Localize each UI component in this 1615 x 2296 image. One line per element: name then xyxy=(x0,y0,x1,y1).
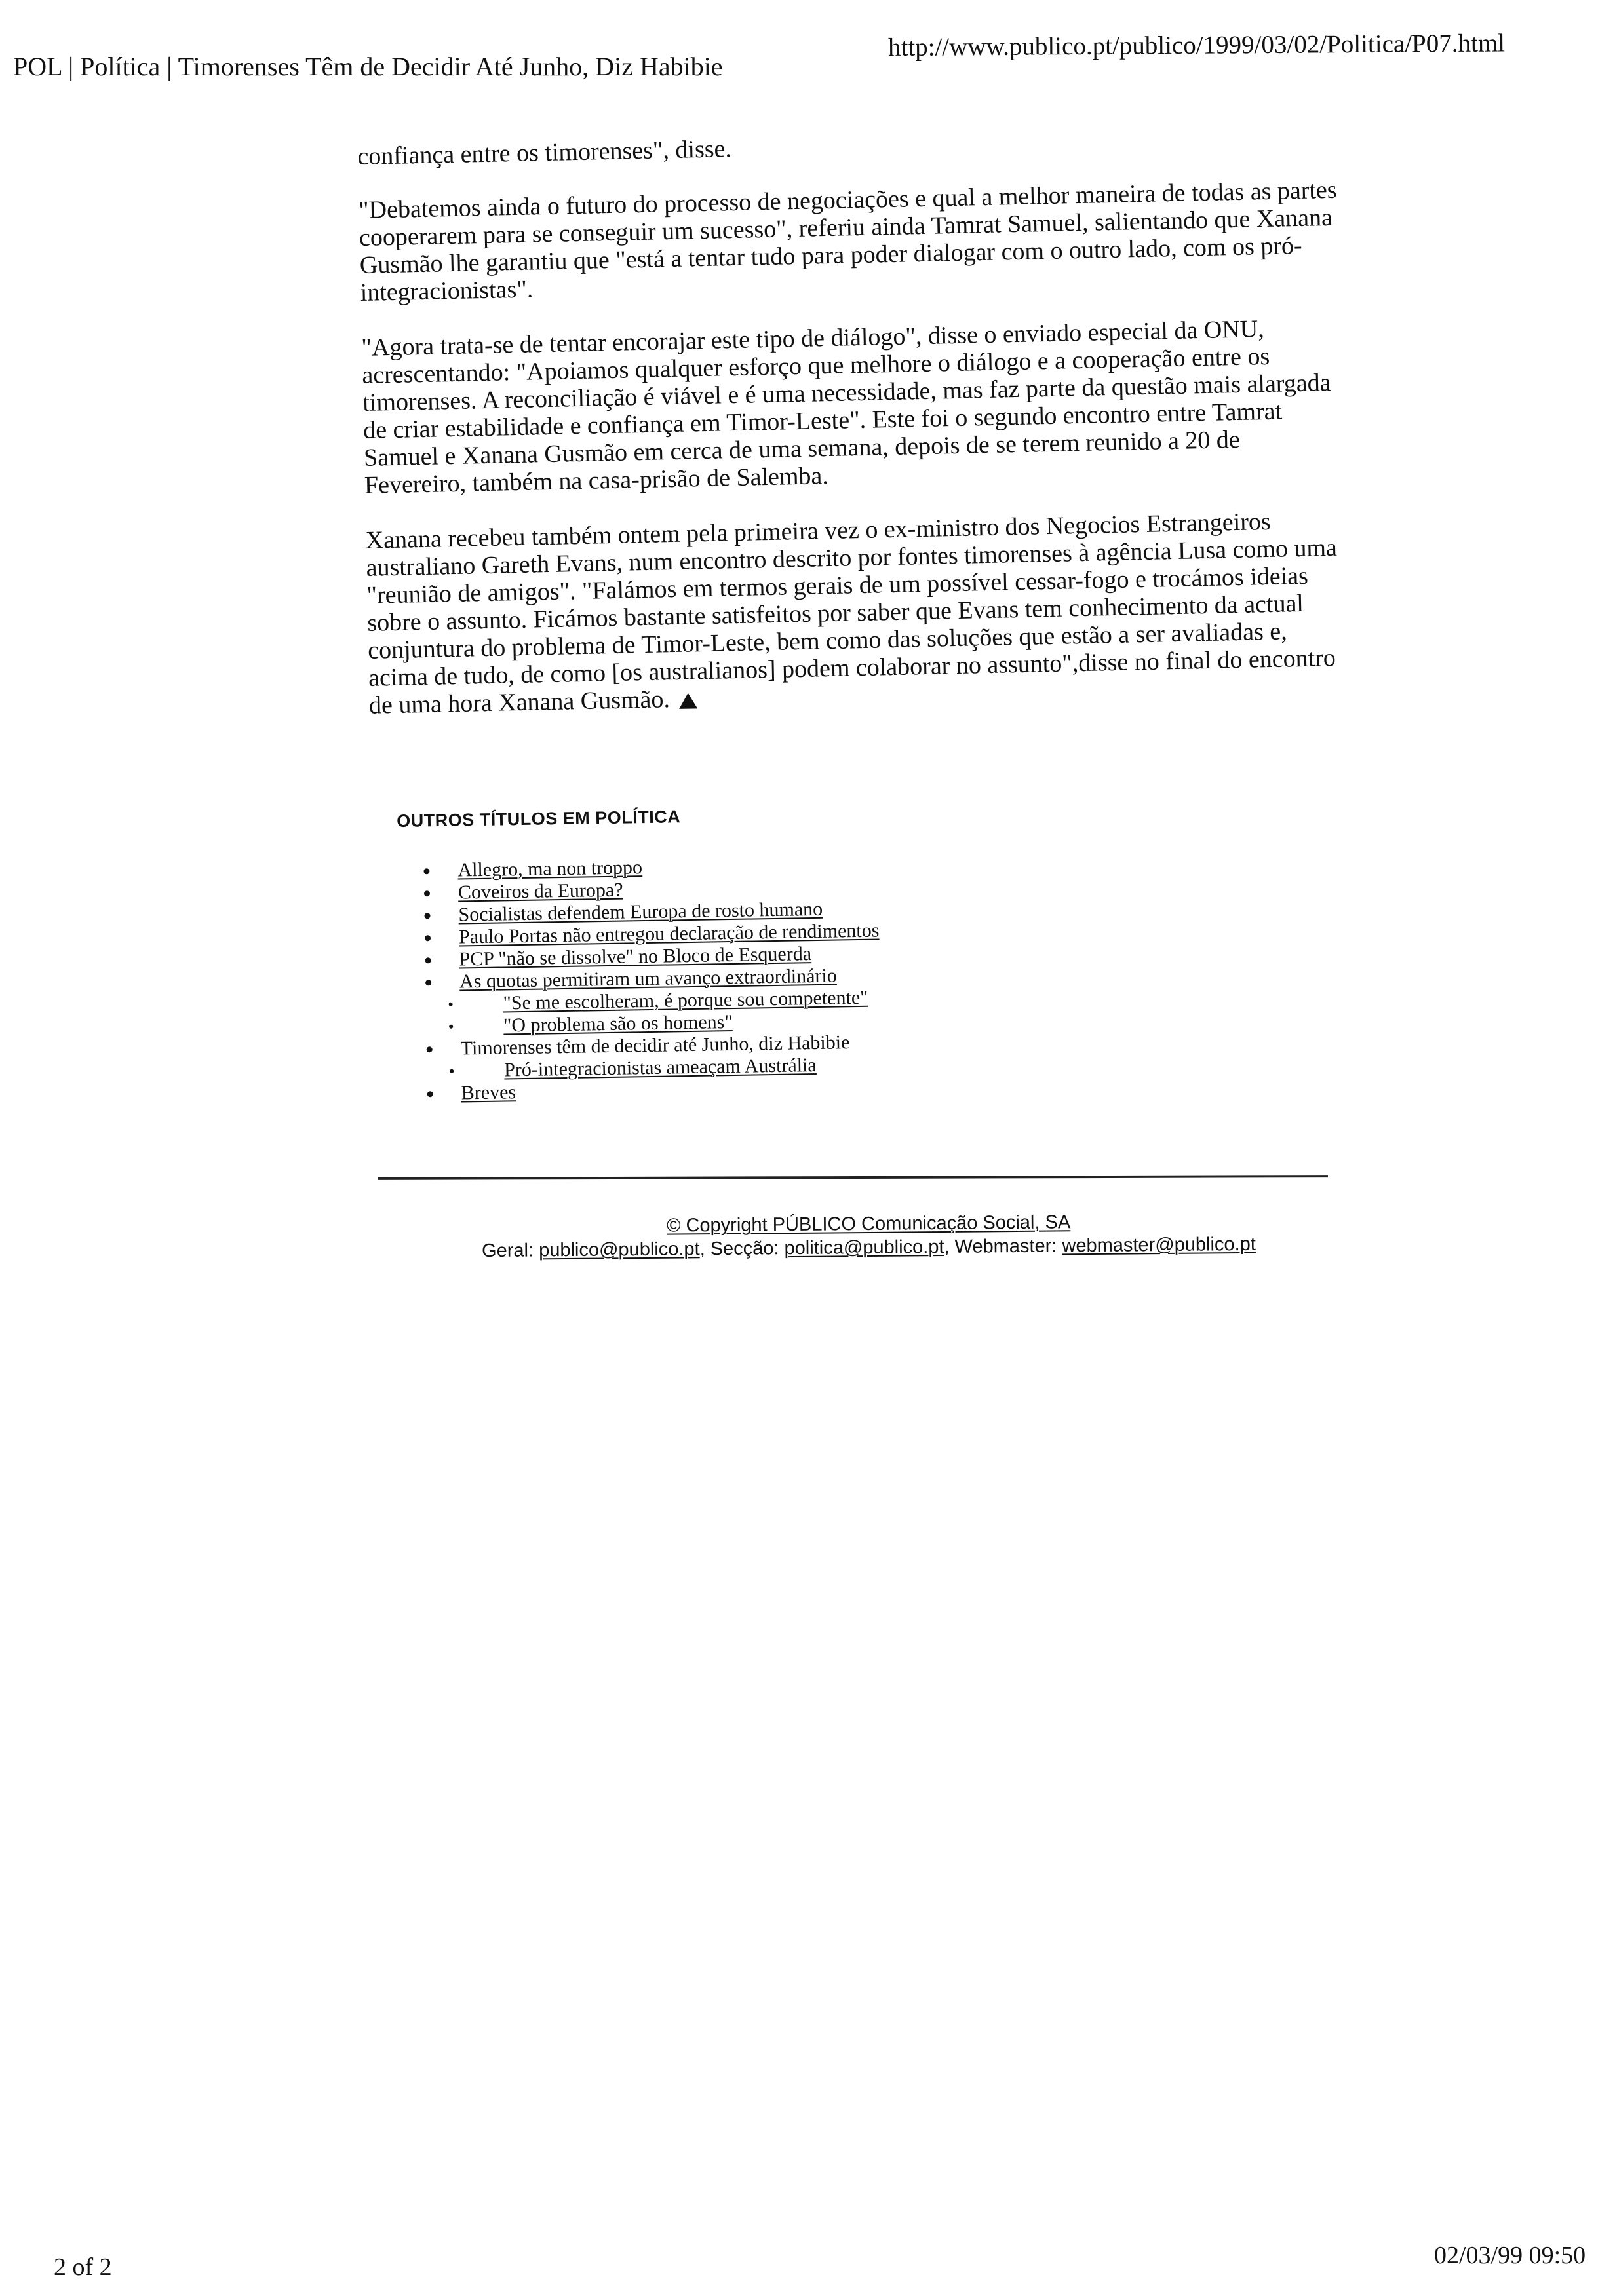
copyright-link[interactable]: © Copyright PÚBLICO Comunicação Social, SA xyxy=(666,1212,1071,1236)
article-paragraph xyxy=(365,506,1352,719)
related-link-breves[interactable]: Breves xyxy=(461,1081,516,1104)
related-link-pro-integracionistas[interactable]: Pró-integracionistas ameaçam Austrália xyxy=(503,1054,817,1081)
bullet-icon xyxy=(425,935,431,941)
related-link-competente[interactable]: "Se me escolheram, é porque sou competente" xyxy=(503,986,868,1014)
geral-label: Geral: xyxy=(481,1240,534,1262)
related-link-allegro[interactable]: Allegro, ma non troppo xyxy=(457,856,643,881)
related-link-problema-homens[interactable]: "O problema são os homens" xyxy=(503,1010,733,1037)
print-timestamp: 02/03/99 09:50 xyxy=(1434,2242,1586,2269)
related-titles-heading: OUTROS TÍTULOS EM POLÍTICA xyxy=(397,807,681,831)
related-link-coveiros[interactable]: Coveiros da Europa? xyxy=(457,879,623,904)
related-link-paulo-portas[interactable]: Paulo Portas não entregou declaração de rendimentos xyxy=(458,919,880,948)
seccao-label: Secção: xyxy=(710,1238,779,1260)
article-paragraph: "Debatemos ainda o futuro do processo de negociações e qual a melhor maneira de todas as partes cooperarem para se conseguir um sucesso", referiu ainda Tamrat Samuel, salientando que Xanana Gusmão lhe garantiu que "está a tentar tudo para poder dialogar com o outro lado, com os pró-integracionistas". xyxy=(358,176,1338,307)
page-header-title: POL | Política | Timorenses Têm de Decidir Até Junho, Diz Habibie xyxy=(13,52,723,81)
related-titles-section xyxy=(397,801,1057,1105)
bullet-icon xyxy=(425,957,431,963)
article-paragraph: "Agora trata-se de tentar encorajar este tipo de diálogo", disse o enviado especial da ONU, acrescentando: "Apoiamos qualquer esforço que melhore o diálogo e a cooperação entre os timorenses. A reconciliação é viável e é uma necessidade, mas faz parte da questão mais alargada de criar estabilidade e confiança em Timor-Leste". Este foi o segundo encontro entre Tamrat Samuel e Xanana Gusmão em cerca de uma semana, depois de se terem reunido a 20 de Fevereiro, também na casa-prisão de Salemba. xyxy=(361,315,1331,499)
related-link-quotas[interactable]: As quotas permitiram um avanço extraordinário xyxy=(459,965,837,993)
geral-email-link[interactable]: publico@publico.pt xyxy=(539,1238,700,1261)
current-article-title: Timorenses têm de decidir até Junho, diz Habibie xyxy=(460,1031,850,1060)
site-footer: © Copyright PÚBLICO Comunicação Social, SA Geral: publico@publico.pt, Secção: politica@publico.pt, Webmaster: webmaster@publico.pt xyxy=(481,1212,1256,1262)
sub-bullet-icon xyxy=(450,1069,454,1073)
bullet-icon xyxy=(424,890,430,896)
bullet-icon xyxy=(427,1046,433,1052)
up-triangle-icon[interactable] xyxy=(679,693,697,710)
article-paragraph-text: Xanana recebeu também ontem pela primeira vez o ex-ministro dos Negocios Estrangeiros australiano Gareth Evans, num encontro descrito por fontes timorenses à agência Lusa como uma "reunião de amigos". "Falámos em termos gerais de um possível cessar-fogo e trocámos ideias sobre o assunto. Ficámos bastante satisfeitos por saber que Evans tem conhecimento da actual conjuntura do problema de Timor-Leste, bem como das soluções que estão a ser avaliadas e, acima de tudo, de como [os australianos] podem colaborar no assunto",disse no final do encontro de uma hora Xanana Gusmão. xyxy=(365,507,1338,719)
sub-bullet-icon xyxy=(449,1003,453,1006)
related-link-pcp[interactable]: PCP "não se dissolve" no Bloco de Esquerda xyxy=(459,943,812,970)
related-titles-list xyxy=(397,850,1057,1105)
bullet-icon xyxy=(423,868,429,874)
bullet-icon xyxy=(424,913,430,919)
article-body xyxy=(357,123,1353,747)
seccao-email-link[interactable]: politica@publico.pt xyxy=(784,1236,944,1259)
footer-divider xyxy=(378,1175,1328,1180)
page-number: 2 of 2 xyxy=(54,2253,112,2281)
page-header-url: http://www.publico.pt/publico/1999/03/02/Politica/P07.html xyxy=(887,29,1506,62)
article-paragraph: confiança entre os timorenses", disse. xyxy=(357,135,732,170)
webmaster-email-link[interactable]: webmaster@publico.pt xyxy=(1062,1233,1256,1257)
sub-bullet-icon xyxy=(449,1025,453,1029)
webmaster-label: Webmaster: xyxy=(954,1235,1057,1257)
bullet-icon xyxy=(425,980,431,985)
related-link-socialistas[interactable]: Socialistas defendem Europa de rosto humano xyxy=(458,898,823,926)
bullet-icon xyxy=(427,1091,433,1097)
